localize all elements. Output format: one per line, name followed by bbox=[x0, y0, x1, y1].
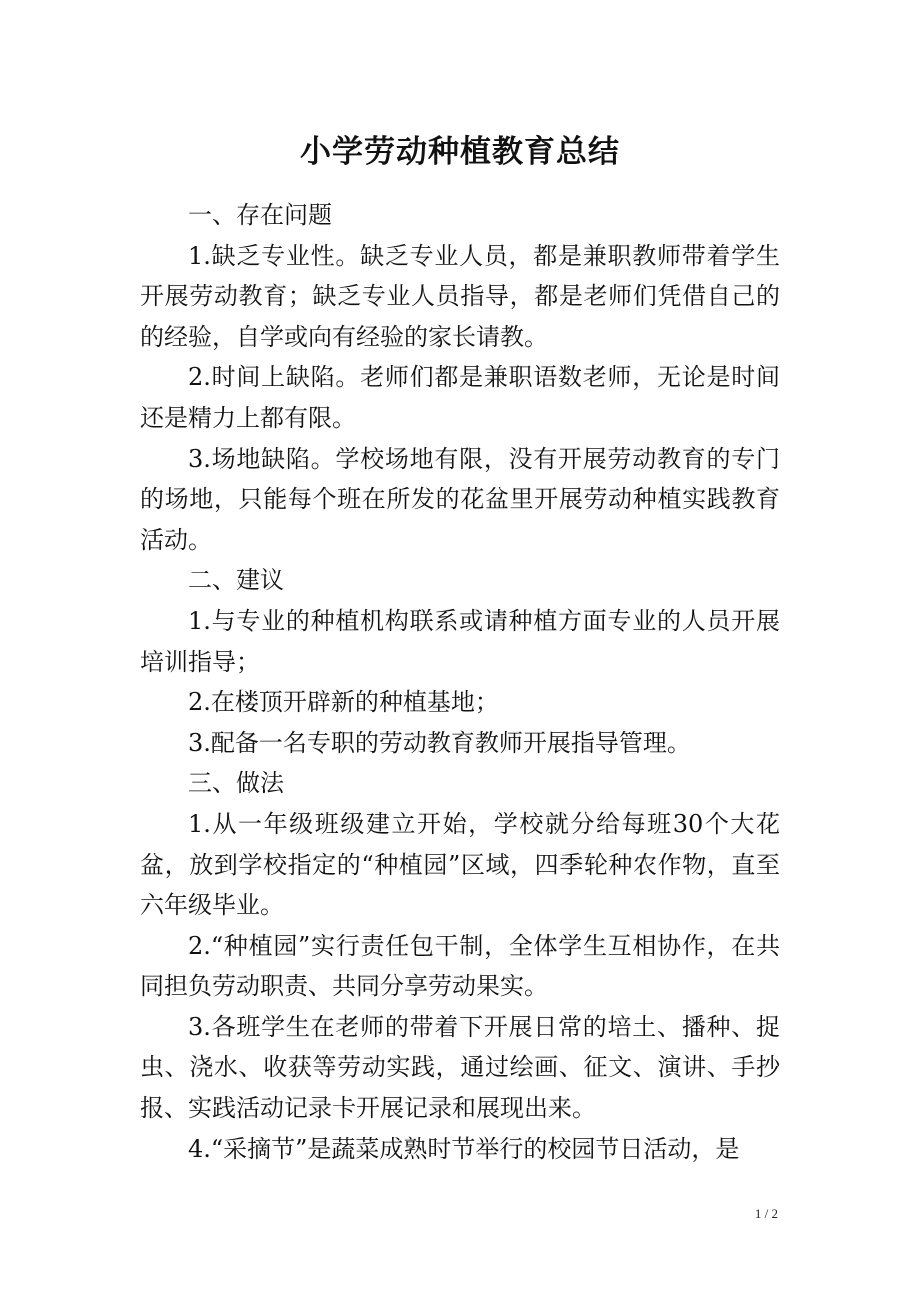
paragraph: 3.配备一名专职的劳动教育教师开展指导管理。 bbox=[188, 728, 691, 757]
paragraph: 1.从一年级班级建立开始，学校就分给每班30个大花盆，放到学校指定的“种植园”区域，四季轮种农作物，直至六年级毕业。 bbox=[140, 809, 780, 920]
paragraph: 4.“采摘节”是蔬菜成熟时节举行的校园节日活动，是 bbox=[188, 1134, 740, 1163]
paragraph: 2.“种植园”实行责任包干制，全体学生互相协作，在共同担负劳动职责、共同分享劳动果实。 bbox=[140, 931, 780, 1001]
section-heading-suggestions: 二、建议 bbox=[188, 566, 284, 595]
document-body bbox=[140, 195, 780, 1169]
document-title: 小学劳动种植教育总结 bbox=[300, 134, 620, 170]
section-heading-practices: 三、做法 bbox=[188, 769, 284, 798]
section-heading-problems: 一、存在问题 bbox=[188, 201, 332, 229]
paragraph: 2.时间上缺陷。老师们都是兼职语数老师，无论是时间还是精力上都有限。 bbox=[140, 363, 780, 432]
paragraph: 2.在楼顶开辟新的种植基地； bbox=[188, 688, 499, 717]
page-number: 1 / 2 bbox=[754, 1206, 778, 1221]
paragraph: 1.缺乏专业性。缺乏专业人员，都是兼职教师带着学生开展劳动教育；缺乏专业人员指导，都是老师们凭借自己的的经验，自学或向有经验的家长请教。 bbox=[140, 241, 780, 351]
paragraph: 1.与专业的种植机构联系或请种植方面专业的人员开展培训指导； bbox=[140, 606, 780, 676]
paragraph: 3.各班学生在老师的带着下开展日常的培土、播种、捉虫、浇水、收获等劳动实践，通过绘画、征文、演讲、手抄报、实践活动记录卡开展记录和展现出来。 bbox=[140, 1012, 780, 1123]
paragraph: 3.场地缺陷。学校场地有限，没有开展劳动教育的专门的场地，只能每个班在所发的花盆里开展劳动种植实践教育活动。 bbox=[140, 444, 780, 554]
